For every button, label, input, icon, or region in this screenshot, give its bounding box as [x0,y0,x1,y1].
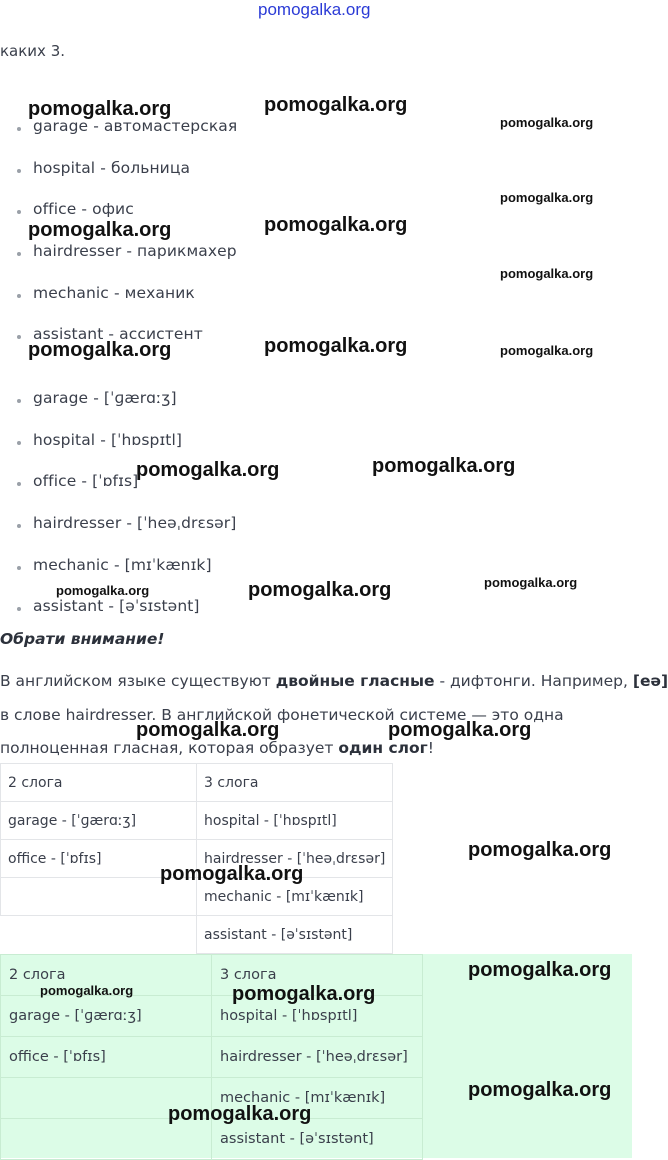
watermark: pomogalka.org [500,266,594,281]
list-item: mechanic - [mɪˈkænɪk] [33,556,212,574]
table-header-cell: 3 слога [212,955,423,996]
list-item: garage - [ˈɡærɑːʒ] [33,389,177,407]
bullet [17,566,21,570]
bullet [17,294,21,298]
table-row [1,916,393,954]
watermark: pomogalka.org [468,1079,612,1101]
table-cell: garage - [ˈɡærɑːʒ] [1,802,197,840]
table-row [1,802,393,840]
watermark: pomogalka.org [136,719,280,741]
table-header-cell: 3 слога [197,764,393,802]
table-cell: hairdresser - [ˈheəˌdrɛsər] [197,840,393,878]
list-item: office - [ˈɒfɪs] [33,472,139,490]
list-item: assistant - ассистент [33,325,203,343]
table-cell: mechanic - [mɪˈkænɪk] [212,1078,423,1119]
list-item: assistant - [əˈsɪstənt] [33,597,200,615]
bullet [17,607,21,611]
cut-off-line [0,0,300,8]
table-cell: garage - [ˈɡærɑːʒ] [1,996,212,1037]
note-heading: Обрати внимание! [0,630,165,648]
note-text: В английском языке существуют [0,672,276,690]
table-cell: assistant - [əˈsɪstənt] [212,1119,423,1160]
watermark: pomogalka.org [28,339,172,361]
watermark: pomogalka.org [264,335,408,357]
watermark: pomogalka.org [500,343,594,358]
table-cell: office - [ˈɒfɪs] [1,1037,212,1078]
watermark: pomogalka.org [56,583,150,598]
bullet [17,482,21,486]
table-header-cell: 2 слога [1,955,212,996]
table-cell [1,916,197,954]
list-item: hairdresser - [ˈheəˌdrɛsər] [33,514,237,532]
syllable-table [0,763,393,954]
table-header-cell: 2 слога [1,764,197,802]
note-text: ! [427,739,434,757]
bullet [17,524,21,528]
note-line-2: в слове hairdresser. В английской фонетической системе — это одна [0,706,564,724]
note-text: - дифтонги. Например, [434,672,633,690]
table-header-row [1,764,393,802]
note-bold: двойные гласные [275,672,435,690]
table-cell: hospital - [ˈhɒspɪtl] [197,802,393,840]
note-text: полноценная гласная, которая образует [0,739,339,757]
watermark: pomogalka.org [372,455,516,477]
watermark: pomogalka.org [264,94,408,116]
bullet [17,127,21,131]
note-bold: один слог [338,739,428,757]
bullet [17,169,21,173]
watermark: pomogalka.org [468,839,612,861]
bullet [17,399,21,403]
watermark: pomogalka.org [168,1103,312,1125]
note-line-1 [0,672,668,690]
table-cell: office - [ˈɒfɪs] [1,840,197,878]
intro-line: каких 3. [0,42,66,60]
table-cell: mechanic - [mɪˈkænɪk] [197,878,393,916]
table-cell: assistant - [əˈsɪstənt] [197,916,393,954]
list-item: hospital - [ˈhɒspɪtl] [33,431,183,449]
watermark: pomogalka.org [248,579,392,601]
list-item: mechanic - механик [33,284,195,302]
watermark: pomogalka.org [484,575,578,590]
watermark: pomogalka.org [500,190,594,205]
watermark: pomogalka.org [388,719,532,741]
table-cell: hairdresser - [ˈheəˌdrɛsər] [212,1037,423,1078]
watermark: pomogalka.org [40,983,134,998]
list-item: hospital - больница [33,159,191,177]
bullet [17,210,21,214]
bullet [17,335,21,339]
list-item: office - офис [33,200,134,218]
watermark: pomogalka.org [28,219,172,241]
list-item: garage - автомастерская [33,117,238,135]
watermark: pomogalka.org [28,98,172,120]
watermark: pomogalka.org [468,959,612,981]
watermark: pomogalka.org [160,863,304,885]
watermark: pomogalka.org [232,983,376,1005]
table-row [1,1037,423,1078]
watermark: pomogalka.org [264,214,408,236]
note-bold: [eə] [632,672,668,690]
table-cell: hospital - [ˈhɒspɪtl] [212,996,423,1037]
bullet [17,441,21,445]
watermark: pomogalka.org [500,115,594,130]
watermark-top: pomogalka.org [258,0,371,19]
bullet [17,252,21,256]
list-item: hairdresser - парикмахер [33,242,237,260]
watermark: pomogalka.org [136,459,280,481]
